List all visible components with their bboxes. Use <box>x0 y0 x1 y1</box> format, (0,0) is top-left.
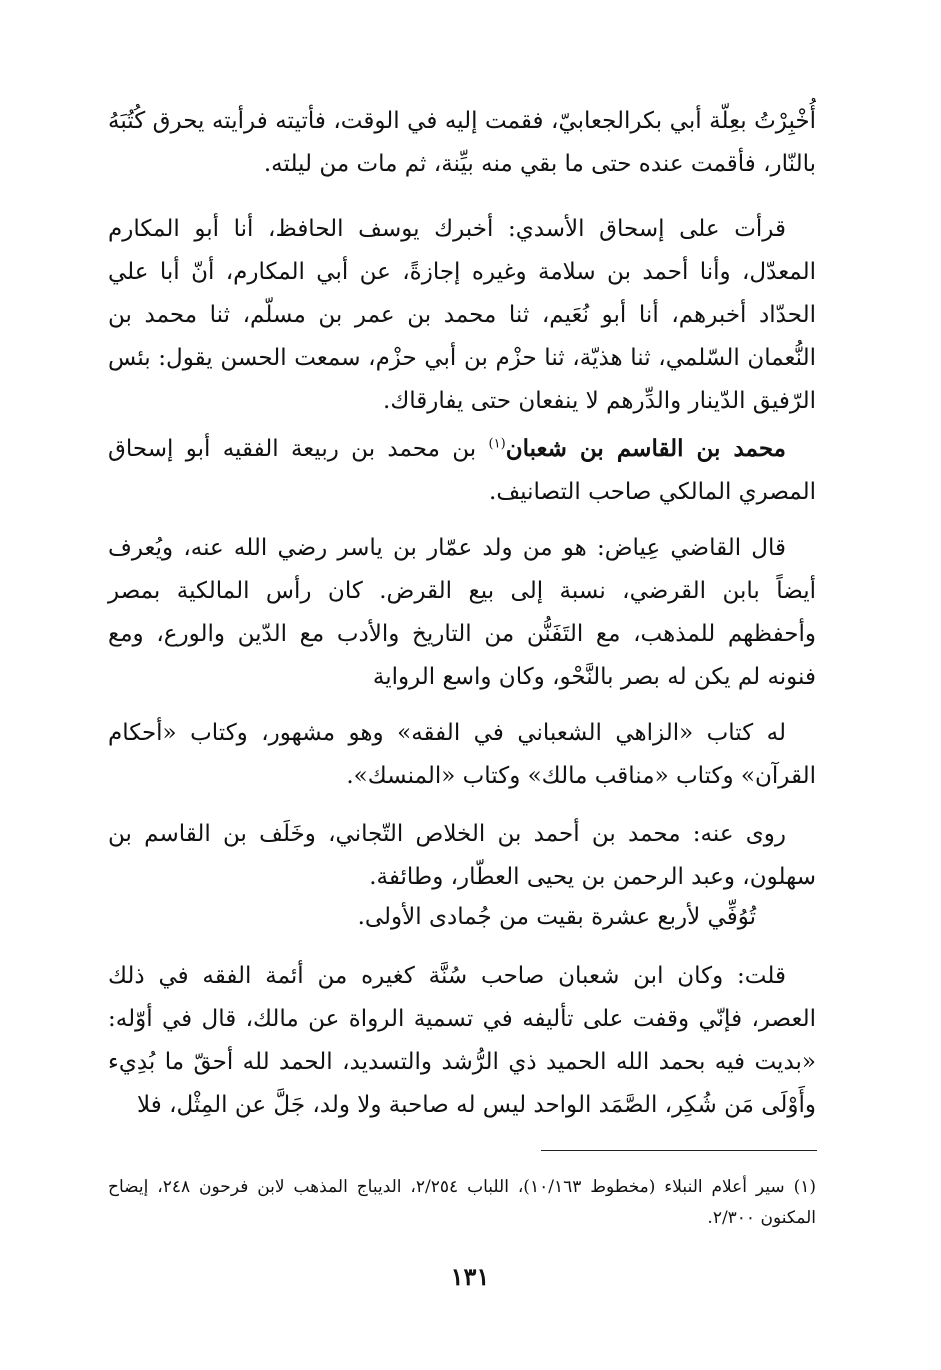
paragraph-text: قال القاضي عِياض: هو من ولد عمّار بن ياسر رضي الله عنه، ويُعرف أيضاً بابن القرضي، نسبة إلى بيع القرض. كان رأس المالكية بمصر وأحفظهم للمذهب، مع التَفَنُّن من التاريخ والأدب مع الدّين والورع، ومع فنونه لم يكن له بصر بالنَّحْو، وكان واسع الرواية <box>108 535 816 690</box>
footnotes <box>108 1172 816 1234</box>
paragraph-text: له كتاب «الزاهي الشعباني في الفقه» وهو مشهور، وكتاب «أحكام القرآن» وكتاب «مناقب مالك» وكتاب «المنسك». <box>108 720 816 789</box>
biography-name: محمد بن القاسم بن شعبان <box>505 435 786 462</box>
paragraph-text <box>108 427 816 514</box>
paragraph-text: تُوُفِّي لأربع عشرة بقيت من جُمادى الأولى. <box>357 904 756 930</box>
paragraph-6 <box>108 813 816 899</box>
page-number: ١٣١ <box>450 1262 490 1291</box>
footnote-1: (١) سير أعلام النبلاء (مخطوط ١٠/١٦٣)، اللباب ٢/٢٥٤، الديباج المذهب لابن فرحون ٢٤٨، إيضاح المكنون ٢/٣٠٠. <box>108 1177 816 1228</box>
paragraph-text: قلت: وكان ابن شعبان صاحب سُنَّة كغيره من أئمة الفقه في ذلك العصر، فإنّي وقفت على تأليفه في تسمية الرواة عن مالك، قال في أوّله: «بديت فيه بحمد الله الحميد ذي الرُّشد والتسديد، الحمد لله أحقّ ما بُدِيء وأَوْلَى مَن شُكِر، الصَّمَد الواحد ليس له صاحبة ولا ولد، جَلَّ عن المِثْل، فلا <box>108 963 816 1118</box>
paragraph-text: روى عنه: محمد بن أحمد بن الخلاص التّجاني، وخَلَف بن القاسم بن سهلون، وعبد الرحمن بن يحيى العطّار، وطائفة. <box>108 821 816 890</box>
paragraph-text: قرأت على إسحاق الأسدي: أخبرك يوسف الحافظ، أنا أبو المكارم المعدّل، وأنا أحمد بن سلامة وغيره إجازةً، عن أبي المكارم، أنّ أبا علي الحدّاد أخبرهم، أنا أبو نُعَيم، ثنا محمد بن عمر بن مسلّم، ثنا محمد بن النُّعمان السّلمي، ثنا هذيّة، ثنا حزْم بن أبي حزْم، سمعت الحسن يقول: بئس الرّفيق الدّينار والدِّرهم لا ينفعان حتى يفارقاك. <box>108 216 816 414</box>
biography-heading-paragraph <box>108 427 816 514</box>
paragraph-text: أُخْبِرْتُ بعِلّة أبي بكرالجعابيّ، فقمت إليه في الوقت، فأتيته فرأيته يحرق كُتُبَهُ بالنّار، فأقمت عنده حتى ما بقي منه بيِّنة، ثم مات من ليلته. <box>108 108 816 177</box>
paragraph-5 <box>108 712 816 798</box>
footnote-reference: (١) <box>488 436 506 452</box>
footnote-divider <box>541 1150 817 1151</box>
paragraph-7 <box>108 896 816 939</box>
paragraph-4 <box>108 527 816 699</box>
paragraph-1 <box>108 100 816 186</box>
biography-description: بن محمد بن ربيعة الفقيه أبو إسحاق المصري المالكي صاحب التصانيف. <box>108 436 816 505</box>
paragraph-2 <box>108 208 816 423</box>
paragraph-8 <box>108 955 816 1127</box>
